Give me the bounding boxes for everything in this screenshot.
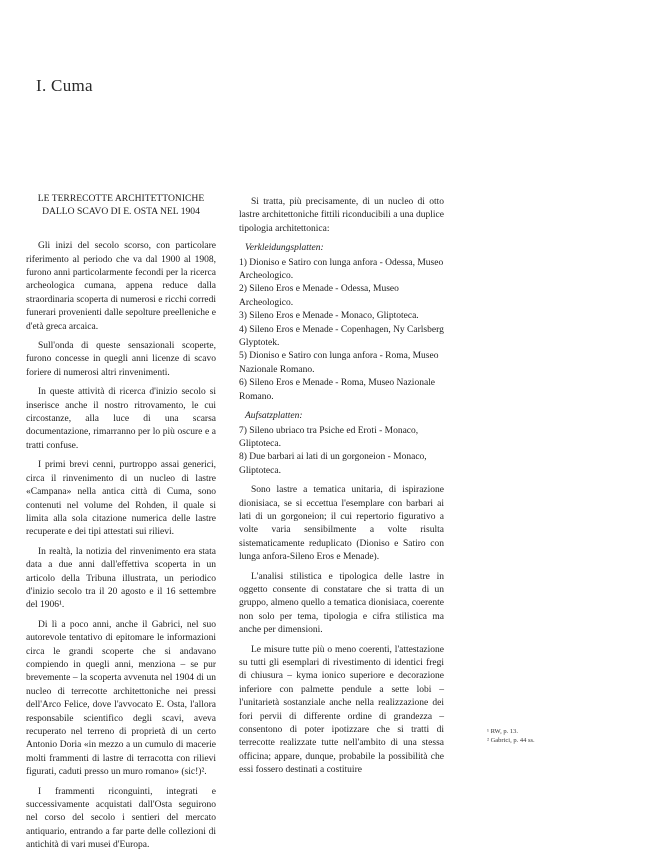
left-column [26, 193, 216, 859]
footnotes [487, 727, 535, 745]
paragraph: I frammenti riconguinti, integrati e successivamente acquistati dall'Osta seguirono nel corso del secolo i sentieri del mercato antiquario, entrando a far parte delle collezioni di antichità di vari musei d'Europa. [26, 786, 216, 851]
paragraph: Gli inizi del secolo scorso, con particolare riferimento al periodo che va dal 1900 al 1908, furono anni particolarmente fecondi per la ricerca archeologica cumana, appena reduce dalla straordinaria scoperta di numerosi e ricchi corredi funerari provenienti dalle sepolture preelleniche e d'età greca arcaica. [26, 241, 216, 332]
list-item: 4) Sileno Eros e Menade - Copenhagen, Ny Carlsberg Glyptotek. [239, 324, 444, 349]
aufsatz-subheading: Aufsatzplatten: [245, 411, 303, 422]
paragraph: Le misure tutte più o meno coerenti, l'attestazione su tutti gli esemplari di rivestimento di identici fregi di chiusura – kyma ionico superiore e decorazione inferiore con palmette pendule a sette lobi – l'unitarietà sostanziale anche nella realizzazione dei fori pervii di differente ordine di grandezza – consentono di poter ipotizzare che si tratti di terrecotte realizzate tutte nell'ambito di una stessa officina; appare, dunque, probabile la possibilità che essi fossero destinati a costituire [239, 644, 444, 776]
list-item: 1) Dioniso e Satiro con lunga anfora - Odessa, Museo Archeologico. [239, 257, 444, 282]
intro-paragraph: Si tratta, più precisamente, di un nucleo di otto lastre architettoniche fittili riconducibili a una duplice tipologia architettonica: [239, 197, 444, 234]
chapter-title: I. Cuma [36, 76, 93, 95]
list-item: 8) Due barbari ai lati di un gorgoneion - Monaco, Gliptoteca. [239, 452, 427, 476]
list-item: 3) Sileno Eros e Menade - Monaco, Gliptoteca. [239, 311, 419, 322]
paragraph: I primi brevi cenni, purtroppo assai generici, circa il rinvenimento di un nucleo di lastre «Campana» nella antica città di Cuma, sono contenuti nel volume del Rohden, il quale si limita alla sola citazione numerica delle lastre recuperate e dei tipi attestati sui rilievi. [26, 460, 216, 538]
paragraph: Di lì a poco anni, anche il Gabrici, nel suo autorevole tentativo di epitomare le informazioni circa le grandi scoperte che si andavano compiendo in quegli anni, menziona – se pur brevemente – la scoperta avvenuta nel 1904 di un nucleo di terrecotte architettoniche nei pressi dell'Arco Felice, dove l'avvocato E. Osta, l'allora responsabile scientifico degli scavi, aveva recuperato nel terreno di proprietà di un certo Antonio Doria «in mezzo a un cumulo di macerie molti frammenti di lastre di terracotta con rilievi figurati, caduti presso un muro romano» (sic!)². [26, 619, 216, 778]
list-item: 2) Sileno Eros e Menade - Odessa, Museo Archeologico. [239, 284, 399, 308]
article-heading: LE TERRECOTTE ARCHITETTONICHE DALLO SCAVO DI E. OSTA NEL 1904 [37, 193, 205, 217]
paragraph: In realtà, la notizia del rinvenimento era stata data a due anni dall'effettiva scoperta in un articolo della Tribuna illustrata, un periodico d'inizio secolo tra il 20 agosto e il 16 settembre del 1906¹. [26, 546, 216, 611]
list-item: 5) Dioniso e Satiro con lunga anfora - Roma, Museo Nazionale Romano. [239, 351, 439, 375]
paragraph: In queste attività di ricerca d'inizio secolo si inserisce anche il nostro ritrovamento, le cui circostanze, alla luce di una scarsa documentazione, rimarranno per lo più oscure e a tratti confuse. [26, 387, 216, 451]
footnote: ² Gabrici, p. 44 ss. [487, 737, 535, 744]
list-item: 6) Sileno Eros e Menade - Roma, Museo Nazionale Romano. [239, 378, 436, 402]
paragraph: L'analisi stilistica e tipologica delle lastre in oggetto consente di constatare che si tratta di un gruppo, almeno quello a tematica dionisiaca, coerente non solo per tema, tipologia e cifra stilistica ma anche per dimensioni. [239, 571, 444, 636]
right-column [239, 196, 444, 784]
verkleidung-subheading: Verkleidungsplatten: [245, 243, 324, 254]
list-item: 7) Sileno ubriaco tra Psiche ed Eroti - Monaco, Gliptoteca. [239, 425, 419, 449]
verkleidung-list [239, 257, 444, 404]
aufsatz-list [239, 425, 444, 479]
paragraph: Sono lastre a tematica unitaria, di ispirazione dionisiaca, se si eccettua l'esemplare con barbari ai lati di un gorgoneion; il cui repertorio figurativo a volte varia sensibilmente a volte risulta sistematicamente reduplicato (Dioniso e Satiro con lunga anfora-Sileno Eros e Menade). [239, 485, 444, 563]
footnote: ¹ RW, p. 13. [487, 728, 518, 735]
paragraph: Sull'onda di queste sensazionali scoperte, furono concesse in quegli anni licenze di scavo foriere di numerosi altri rinvenimenti. [26, 341, 216, 378]
